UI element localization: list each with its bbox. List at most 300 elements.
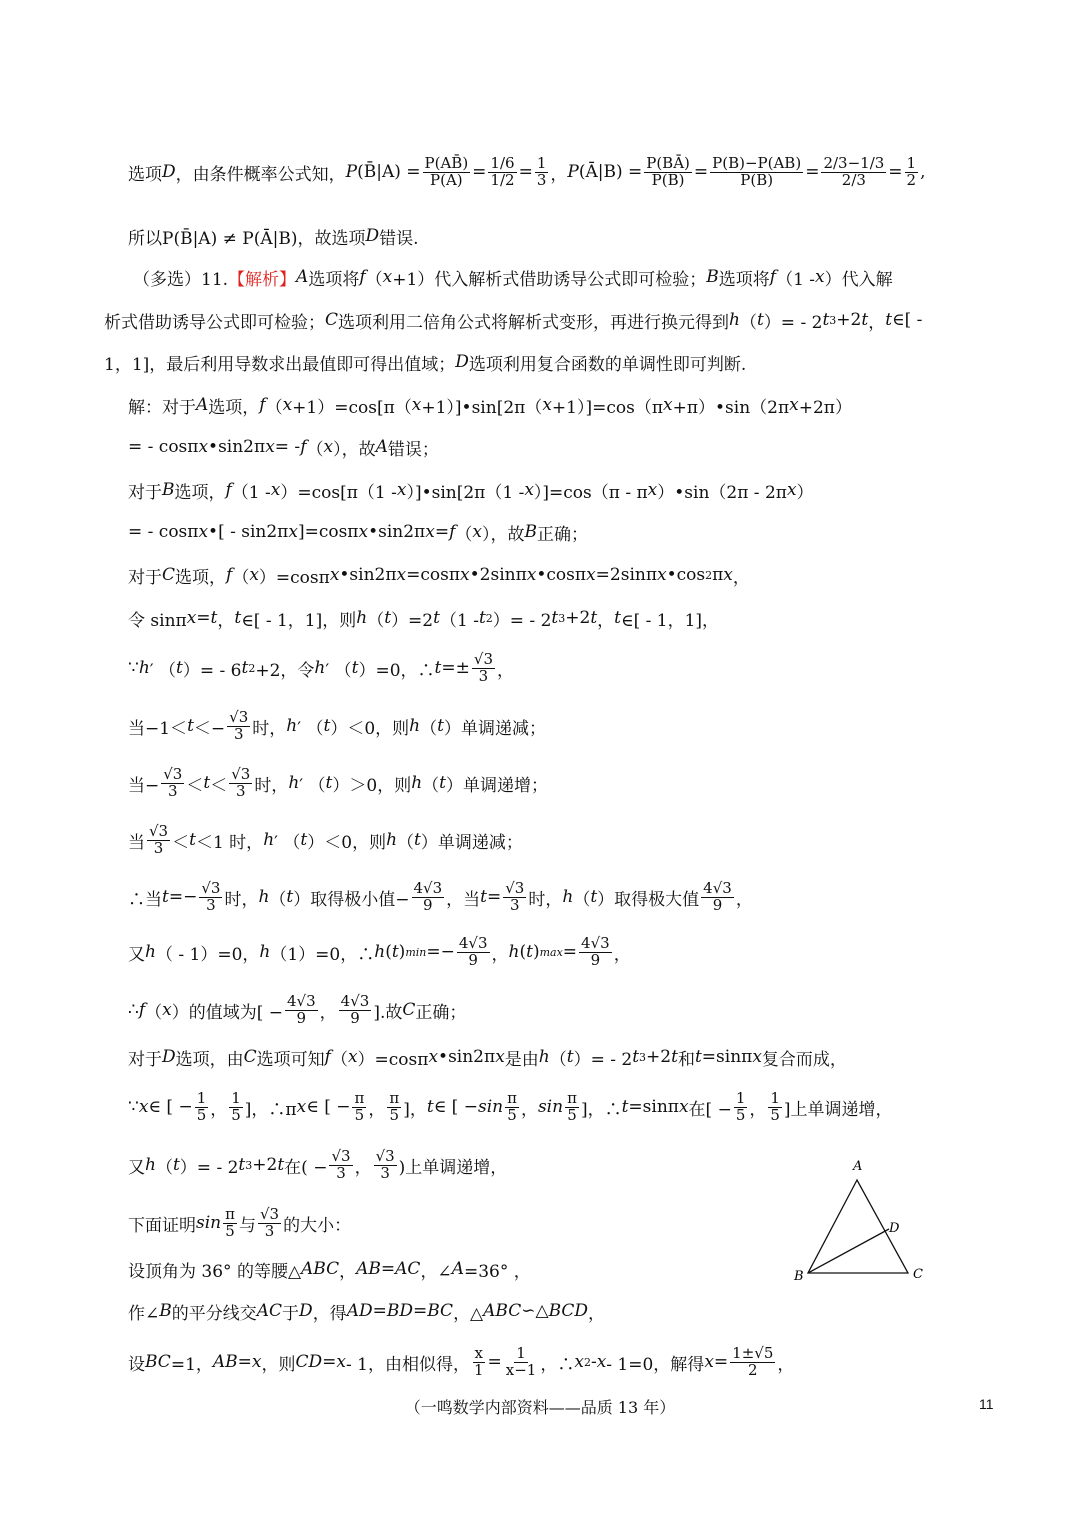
math-variable: x xyxy=(186,608,197,628)
math-variable: h xyxy=(356,608,368,628)
text-run: 的平分线交 xyxy=(171,1303,257,1324)
text-run: +1）代入解析式借助诱导公式即可检验； xyxy=(392,269,707,290)
denominator: 3 xyxy=(168,781,178,800)
text-run: 是由 xyxy=(504,1049,539,1070)
math-variable: t xyxy=(172,1155,180,1175)
text-run: 当 xyxy=(128,832,145,853)
denominator: 3 xyxy=(233,724,244,743)
text-run: （ xyxy=(573,889,591,910)
math-variable: x xyxy=(663,395,673,415)
math-variable: D xyxy=(455,352,469,372)
text-run: ）=2 xyxy=(391,610,434,631)
math-variable: t xyxy=(176,658,183,678)
text-run: = xyxy=(487,887,502,907)
text-run: (B̄|A) = xyxy=(357,162,421,182)
text-run: ∈[ - 1，1]，则 xyxy=(241,610,357,631)
math-variable: t xyxy=(414,830,421,850)
math-variable: t xyxy=(885,310,893,330)
text-run: （多选）11. xyxy=(133,269,229,290)
math-variable: t xyxy=(187,716,194,736)
text-run: ）代入解 xyxy=(824,269,893,290)
text-run: 时， xyxy=(254,775,289,796)
denominator: 3 xyxy=(153,838,164,857)
numerator: π xyxy=(354,1088,365,1107)
text-run: ]上单调递增， xyxy=(783,1099,893,1120)
text-run: 在( − xyxy=(284,1157,328,1178)
math-variable: t xyxy=(241,658,249,678)
text-run: ]=cosπ xyxy=(297,522,359,542)
math-variable: t xyxy=(822,310,830,330)
math-variable: f xyxy=(259,395,266,415)
text-run: •cosπ xyxy=(536,565,587,585)
text-run: ， xyxy=(368,1099,386,1120)
text-run: 对于 xyxy=(128,567,162,588)
numerator: √3 xyxy=(505,878,525,897)
text-run: 正确； xyxy=(415,1002,467,1023)
math-variable: t xyxy=(437,716,444,736)
math-variable: t xyxy=(351,658,359,678)
text-run: =± xyxy=(441,658,470,678)
numerator: π xyxy=(567,1088,577,1107)
text-run: +1）]=cos（π xyxy=(551,397,663,418)
text-run: = xyxy=(372,1301,387,1321)
math-variable: x xyxy=(647,480,658,500)
text-run: = xyxy=(805,162,820,182)
text-run: （ xyxy=(397,832,415,853)
denominator: 3 xyxy=(510,895,520,914)
math-variable: x xyxy=(251,1352,262,1372)
text-run: 选项，由 xyxy=(175,1049,244,1070)
math-variable: f xyxy=(225,480,232,500)
denominator: 5 xyxy=(770,1105,780,1124)
text-run: =sinπ xyxy=(628,1097,679,1117)
text-run: = xyxy=(380,1259,396,1279)
math-variable: x xyxy=(198,522,209,542)
text-run: （ xyxy=(455,524,473,545)
text-run: ）取得极大值 xyxy=(597,889,700,910)
math-variable: D xyxy=(299,1301,313,1321)
math-variable: t xyxy=(551,608,559,628)
denominator: 9 xyxy=(423,895,433,914)
math-variable: t xyxy=(590,608,598,628)
math-variable: h xyxy=(729,310,740,330)
text-run: （ xyxy=(422,775,440,796)
math-variable: D xyxy=(162,1047,176,1067)
numerator: π xyxy=(225,1204,235,1223)
text-run: ， xyxy=(597,610,615,631)
text-run: ， xyxy=(319,1002,337,1023)
text-run: =1， xyxy=(170,1354,213,1375)
text-run: 选项 xyxy=(128,164,162,185)
text-run: （1 - xyxy=(439,610,479,631)
text-run: = xyxy=(237,1352,252,1372)
denominator: 5 xyxy=(507,1105,517,1124)
text-run: ′ （ xyxy=(297,718,324,739)
numerator: π xyxy=(389,1088,400,1107)
math-variable: x xyxy=(789,395,799,415)
text-run: （ xyxy=(549,1049,567,1070)
math-variable: x xyxy=(425,522,435,542)
math-variable: h xyxy=(288,773,300,793)
denominator: 5 xyxy=(225,1221,235,1240)
math-variable: BC xyxy=(427,1301,454,1321)
math-variable: t xyxy=(694,1047,702,1067)
text-run: （ xyxy=(420,718,438,739)
text-run: •2sinπ xyxy=(469,565,527,585)
text-run: ）单调递减； xyxy=(443,718,546,739)
numerator: 1/6 xyxy=(490,153,515,172)
text-run: ）＜0，则 xyxy=(307,832,387,853)
math-variable: x xyxy=(249,565,259,585)
text-run: •[ - sin2π xyxy=(208,522,289,542)
math-variable: C xyxy=(162,565,176,585)
text-run: = xyxy=(196,608,211,628)
text-run: ′ （ xyxy=(149,660,177,681)
denominator: 3 xyxy=(336,1163,346,1182)
text-run: ∽△ xyxy=(521,1301,549,1321)
math-variable: x xyxy=(288,522,298,542)
text-run: ) xyxy=(398,942,406,962)
math-variable: x xyxy=(596,1352,607,1372)
math-variable: f xyxy=(226,565,233,585)
text-run: 析式借助诱导公式即可检验； xyxy=(104,312,325,333)
text-run: ]， xyxy=(403,1099,427,1120)
text-run: ）= - 2 xyxy=(492,610,552,631)
text-run: = xyxy=(472,162,487,182)
text-run: = - xyxy=(274,437,301,457)
text-run: π xyxy=(712,565,724,585)
numerator: 4√3 xyxy=(413,878,443,897)
text-run: （ - 1）=0， xyxy=(155,944,260,965)
text-run: ）= - 2 xyxy=(179,1157,239,1178)
text-run: - 1，由相似得， xyxy=(346,1354,470,1375)
text-run: ( xyxy=(519,942,527,962)
text-run: （ xyxy=(365,269,383,290)
math-variable: A xyxy=(296,267,309,287)
math-variable: A xyxy=(375,437,388,457)
math-variable: ABC xyxy=(483,1301,522,1321)
text-run: ， xyxy=(520,1099,538,1120)
math-variable: B xyxy=(159,1301,172,1321)
text-run: ）=cosπ xyxy=(357,1049,429,1070)
text-run: ，由条件概率公式知， xyxy=(175,164,346,185)
text-run: ）= - 2 xyxy=(573,1049,633,1070)
numerator: π xyxy=(507,1088,517,1107)
text-run: ∴当 xyxy=(128,889,162,910)
text-run: 和 xyxy=(677,1049,695,1070)
math-variable: h xyxy=(258,887,270,907)
math-variable: x xyxy=(786,480,797,500)
math-variable: C xyxy=(243,1047,257,1067)
numerator: 4√3 xyxy=(703,878,732,897)
text-run: 与 xyxy=(238,1215,256,1236)
math-variable: A xyxy=(196,395,209,415)
text-run: ）]•sin[2π（1 - xyxy=(406,482,525,503)
text-run: ， xyxy=(339,1261,357,1282)
text-run: 于 xyxy=(282,1303,300,1324)
text-run: 时， xyxy=(224,889,259,910)
text-run: 1，1]，最后利用导数求出最值即可得出值域； xyxy=(104,354,456,375)
math-variable: x xyxy=(265,437,275,457)
text-run: •sin2π xyxy=(438,1047,496,1067)
math-variable: t xyxy=(234,608,242,628)
text-run: 设 xyxy=(128,1354,145,1375)
text-run: ∴ xyxy=(128,1000,139,1020)
text-run: ， xyxy=(777,1354,795,1375)
text-run: ＜1 时， xyxy=(195,832,264,853)
text-run: +2，令 xyxy=(255,660,315,681)
text-run: ， xyxy=(735,889,753,910)
denominator: 3 xyxy=(478,666,489,685)
numerator: 2/3−1/3 xyxy=(823,153,885,172)
denominator: 2 xyxy=(906,170,917,189)
math-variable: sin xyxy=(196,1213,222,1233)
superscript: 2 xyxy=(485,611,493,625)
text-run: = xyxy=(322,1352,337,1372)
text-run: ∈ [ − xyxy=(148,1097,193,1117)
text-run: ′ （ xyxy=(325,660,352,681)
denominator: 9 xyxy=(468,950,478,969)
text-run: ）单调递增； xyxy=(446,775,548,796)
text-run: 的大小： xyxy=(283,1215,352,1236)
text-run: ( xyxy=(385,942,392,962)
math-variable: x xyxy=(358,522,369,542)
text-run: ，当 xyxy=(446,889,481,910)
math-variable: B xyxy=(162,480,175,500)
text-run: ′ （ xyxy=(274,832,301,853)
denominator: x−1 xyxy=(505,1360,537,1379)
text-run: ， xyxy=(210,1099,228,1120)
text-run: 选项利用复合函数的单调性即可判断. xyxy=(468,354,747,375)
math-variable: f xyxy=(769,267,777,287)
text-run: 选项， xyxy=(174,482,226,503)
math-variable: x xyxy=(296,1097,307,1117)
math-variable: t xyxy=(189,830,196,850)
math-variable: x xyxy=(704,1352,714,1372)
text-run: （ xyxy=(306,439,324,460)
math-variable: x xyxy=(723,565,733,585)
text-run: +1）=cos[π（ xyxy=(292,397,412,418)
math-variable: C xyxy=(402,1000,416,1020)
math-variable: CD xyxy=(295,1352,323,1372)
math-variable: x xyxy=(270,480,281,500)
math-variable: t xyxy=(614,608,621,628)
math-variable: x xyxy=(472,522,482,542)
math-variable: h xyxy=(538,1047,550,1067)
text-run: （ xyxy=(155,1157,173,1178)
math-variable: h xyxy=(259,942,271,962)
math-variable: t xyxy=(210,608,218,628)
math-variable: BCD xyxy=(548,1301,589,1321)
numerator: P(AB̄) xyxy=(424,153,469,172)
math-variable: x xyxy=(657,565,667,585)
text-run: )上单调递增， xyxy=(398,1157,508,1178)
math-variable: t xyxy=(526,942,533,962)
numerator: P(BĀ) xyxy=(646,153,690,172)
text-run: 正确； xyxy=(536,524,588,545)
subscript: max xyxy=(539,945,563,959)
numerator: √3 xyxy=(201,878,221,897)
numerator: √3 xyxy=(473,649,493,668)
text-run: ＜ xyxy=(172,832,190,853)
math-variable: t xyxy=(756,310,764,330)
math-variable: ABC xyxy=(301,1259,340,1279)
math-variable: f xyxy=(300,437,307,457)
numerator: 1±√5 xyxy=(732,1343,774,1362)
math-variable: AB xyxy=(212,1352,238,1372)
math-variable: x xyxy=(752,1047,762,1067)
text-run: =− xyxy=(426,942,455,962)
text-run: ，∠ xyxy=(420,1261,452,1282)
math-variable: h xyxy=(145,942,156,962)
text-run: =− xyxy=(168,887,198,907)
text-run: ∈ [ − xyxy=(433,1097,478,1117)
text-run: （ xyxy=(269,889,287,910)
math-variable: x xyxy=(396,565,407,585)
superscript: 3 xyxy=(558,611,566,625)
text-run: ）＞0，则 xyxy=(332,775,412,796)
text-run: +2 xyxy=(836,310,862,330)
text-run: ∵ xyxy=(128,658,139,678)
text-run: 所以P(B̄|A) ≠ P(Ā|B)，故选项 xyxy=(128,228,366,249)
text-run: （ xyxy=(367,610,385,631)
denominator: 5 xyxy=(735,1105,746,1124)
numerator: 4√3 xyxy=(340,991,370,1010)
math-variable: t xyxy=(632,1047,640,1067)
denominator: 5 xyxy=(231,1105,241,1124)
numerator: √3 xyxy=(375,1146,395,1165)
text-run: 选项， xyxy=(208,397,260,418)
numerator: x xyxy=(474,1343,483,1362)
numerator: 4√3 xyxy=(287,991,316,1010)
math-variable: B xyxy=(706,267,719,287)
math-variable: h xyxy=(411,773,423,793)
math-variable: f xyxy=(138,1000,146,1020)
numerator: 1 xyxy=(196,1088,207,1107)
text-run: +2 xyxy=(646,1047,672,1067)
numerator: √3 xyxy=(229,707,249,726)
math-variable: t xyxy=(433,608,440,628)
text-run: ）=cos[π（1 - xyxy=(280,482,397,503)
text-run: 令 sinπ xyxy=(128,610,187,631)
text-run: 下面证明 xyxy=(128,1215,196,1236)
text-run: = xyxy=(562,942,578,962)
text-run: ∵ xyxy=(128,1097,139,1117)
denominator: 5 xyxy=(354,1105,365,1124)
page-number: 11 xyxy=(979,1396,994,1412)
math-variable: x xyxy=(162,1000,172,1020)
text-run: =36° ， xyxy=(463,1261,531,1282)
text-run: 对于 xyxy=(128,1049,162,1070)
math-variable: AB xyxy=(356,1259,381,1279)
numerator: P(B)−P(AB) xyxy=(712,153,802,172)
text-run: = xyxy=(888,162,903,182)
math-variable: x xyxy=(495,1047,505,1067)
math-variable: t xyxy=(621,1097,629,1117)
text-run: •sin2π xyxy=(368,522,426,542)
math-variable: x xyxy=(323,437,334,457)
math-variable: h xyxy=(138,658,150,678)
math-variable: h xyxy=(386,830,398,850)
math-variable: t xyxy=(203,773,211,793)
denominator: 3 xyxy=(206,895,216,914)
math-variable: P xyxy=(345,162,358,182)
math-variable: t xyxy=(426,1097,434,1117)
numerator: 1 xyxy=(231,1088,241,1107)
math-variable: t xyxy=(566,1047,574,1067)
text-run: •sin2π xyxy=(339,565,397,585)
text-run: ，∴ xyxy=(540,1354,575,1375)
text-run: +π）•sin（2π xyxy=(672,397,790,418)
text-run: ， xyxy=(491,944,509,965)
numerator: √3 xyxy=(149,821,169,840)
text-run: ， xyxy=(749,1099,767,1120)
math-variable: t xyxy=(480,887,487,907)
label-b: B xyxy=(794,1269,804,1284)
text-run: = xyxy=(412,1301,428,1321)
math-variable: BC xyxy=(145,1352,171,1372)
math-variable: x xyxy=(428,1047,439,1067)
text-run: +2 xyxy=(565,608,591,628)
text-run: （1）=0，∴ xyxy=(270,944,375,965)
denominator: 9 xyxy=(350,1008,360,1027)
math-variable: f xyxy=(324,1047,331,1067)
superscript: 2 xyxy=(583,1355,591,1369)
text-run: +2 xyxy=(252,1155,278,1175)
math-variable: t xyxy=(861,310,869,330)
text-run: 选项利用二倍角公式将解析式变形，再进行换元得到 xyxy=(338,312,730,333)
math-variable: AC xyxy=(256,1301,283,1321)
math-variable: x xyxy=(382,267,393,287)
numerator: 1 xyxy=(516,1343,526,1362)
footer: （一鸣数学内部资料——品质 13 年） xyxy=(404,1398,676,1417)
text-run: ].故 xyxy=(373,1002,403,1023)
math-variable: t xyxy=(323,716,331,736)
math-variable: t xyxy=(162,887,169,907)
text-run: = xyxy=(693,162,709,182)
text-run: - 1=0，解得 xyxy=(606,1354,705,1375)
text-run: 又 xyxy=(128,944,145,965)
text-run: ＜− xyxy=(193,718,226,739)
math-variable: B xyxy=(524,522,537,542)
text-run: ∈[ - 1，1]， xyxy=(621,610,720,631)
text-run: = - cosπ xyxy=(128,437,199,457)
denominator: 9 xyxy=(296,1008,307,1027)
superscript: 2 xyxy=(248,661,256,675)
math-variable: h xyxy=(314,658,326,678)
denominator: 1/2 xyxy=(490,170,515,189)
math-variable: f xyxy=(359,267,366,287)
numerator: √3 xyxy=(231,764,251,783)
math-variable: t xyxy=(439,773,446,793)
text-run: ）单调递减； xyxy=(420,832,523,853)
text-run: ）＜0，则 xyxy=(330,718,410,739)
math-variable: D xyxy=(365,226,380,246)
numerator: √3 xyxy=(331,1146,351,1165)
text-run: 选项将 xyxy=(308,269,360,290)
denominator: P(B) xyxy=(651,170,685,189)
text-run: +1）]•sin[2π（ xyxy=(421,397,543,418)
denominator: 2 xyxy=(747,1360,758,1379)
text-run: （ xyxy=(232,567,250,588)
text-run: ）]=cos（π - π xyxy=(533,482,648,503)
text-run: , xyxy=(920,162,926,182)
math-variable: x xyxy=(411,395,422,415)
math-variable: x xyxy=(678,1097,689,1117)
text-run: 复合而成， xyxy=(761,1049,847,1070)
text-run: ]，∴π xyxy=(244,1099,297,1120)
denominator: 3 xyxy=(264,1221,275,1240)
